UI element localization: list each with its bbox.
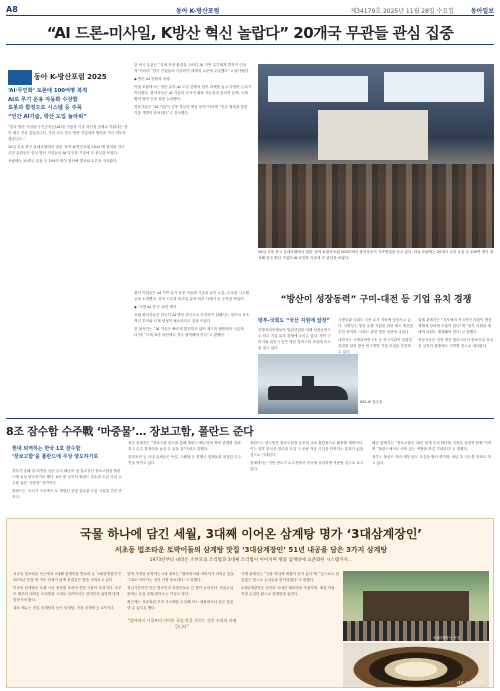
subhead-line: AI로 무기 운용 자동화 수상함 [8, 96, 78, 103]
paragraph: 한 참석자는 “AI 기술은 빠르게 발전하고 있어 제도적 뒷받침이 시급하다”며 “국제 표준 마련에도 적극 참여해야 한다”고 말했다. [134, 327, 244, 337]
screen-left [268, 76, 368, 102]
paragraph: 정부 관계자는 “장보고함 양도를 통해 폴란드 해군과의 협력 관계를 강화하고 수주 경쟁력을 높일 수 있을 것”이라고 말했다. [128, 441, 241, 451]
main-headline: “AI 드론-미사일, K방산 혁신 놀랍다” 20개국 무관들 관심 집중 [46, 24, 454, 42]
paragraph: 대전시는 국방과학연구소 등 연구기관이 밀집한 강점을 살려 방산 연구개발 거점 조성을 추진하고 있다. [338, 338, 412, 354]
paragraph: 3대삼계장인은 신선한 국내산 재료만을 사용하며, 매일 아침 직접 손질한 닭으로 삼계탕을 끓인다. [241, 586, 335, 596]
paragraph: 폴란드는 양도받은 장보고함을 승조원 교육 훈련용으로 활용할 계획이다. 이는 향후 한국산 잠수함 도입 시 운용 적응 기간을 단축하는 효과가 있을 것으로 기대된다. [250, 441, 364, 457]
section-name: 동아 K-방산포럼 [176, 8, 220, 15]
ad-column-2 [127, 571, 237, 616]
paragraph: 한화오션 등 국내 업체들은 독일, 스웨덴 등 경쟁국 업체들과 치열한 수주전을 벌이고 있다. [128, 455, 242, 465]
story1-column-1 [8, 124, 128, 284]
page-header [6, 4, 494, 16]
submarine-hull [268, 386, 348, 400]
story2-column-3 [418, 317, 494, 417]
paragraph: 지방자치단체들이 방위산업을 미래 성장동력으로 삼고 기업 유치 경쟁에 나서고 있다. 경북 구미시와 대전시 등은 방산 클러스터 조성에 속도를 내고 있다. [258, 328, 331, 350]
paragraph: 해군 관계자는 “장보고함은 30년 넘게 우리 바다를 지켜온 상징적 함정”이라며 “폴란드에서도 의미 있는 역할을 하길 기대한다”고 말했다. [372, 441, 492, 451]
headline-rule [6, 44, 494, 45]
paragraph: 폴란드는 ‘오르카 프로젝트’로 명명된 신형 잠수함 도입 사업을 추진 중이다. [12, 489, 122, 499]
story2-subhead: 방부-국회도 “국산 지원에 앞장” [258, 318, 330, 324]
paragraph: 전문가들은 “AI 기술이 국방 혁신의 핵심 동력”이라며 “민군 협력을 통한 기술 개발이 중요하다”고 강조했다. [134, 105, 248, 115]
screen-right [384, 72, 484, 102]
forum-photo [258, 64, 494, 248]
photo-caption: 26일 서울 중구 롯데호텔에서 열린 ‘동아 K-방산포럼 2025’에서 참석자들이 기조연설을 듣고 있다. 이날 포럼에는 20개국 주한 무관 등 100여 명이 참석해 한국 방산 기업의 AI·무인화 기술에 큰 관심을 보였다. [258, 250, 494, 260]
queue [343, 621, 489, 641]
paragraph: 26일 서울 중구 롯데호텔에서 열린 ‘동아 K-방산포럼 2025’에 참석한 각국 주한 무관들은 한국 방산 기업들의 AI·무인화 기술에 큰 관심을 보였다. [8, 145, 125, 155]
paragraph: 정부는 폴란드 측과 세부 양도 조건을 협의 중이며, 내년 초 인도를 목표로 하고 있다. [372, 455, 491, 465]
paragraph: 포럼 참석자들은 한국이 AI 방산 강국으로 도약하기 위해서는 정부의 지속적인 투자와 인재 양성이 필요하다고 입을 모았다. [134, 313, 249, 323]
lede-line: 현대 퇴역하는 한국 1호 잠수함 [12, 446, 81, 452]
story1-column-3 [134, 290, 252, 408]
subhead-line: “인간 AI기술, 방산 도입 놀라워” [8, 113, 87, 120]
paragraph: 대표 메뉴는 전통 삼계탕과 능이 삼계탕, 전복 삼계탕 등 3가지다. [13, 606, 115, 610]
paragraph: 전문가들은 지역 방산 클러스터가 중소기업 육성과 일자리 창출에도 기여할 것으로 내다봤다. [418, 338, 494, 348]
paragraph: 최근에는 표준화된 조리 시스템을 도입해 어느 매장에서나 같은 맛을 낼 수 있도록 했다. [127, 600, 234, 610]
ad-pull-quote: “할아버지 시절부터 이어온 국물 맛을 지키는 것이 우리의 사명입니다” [127, 618, 237, 629]
paragraph-subhead: ◆ ‘국방 AI 강국’ 위한 제언 [134, 305, 177, 309]
issue-info: 제34179호 2025년 11월 28일 수요일 [350, 8, 454, 15]
paragraph: 업계에서는 이번 양도가 수주전에서 한국에 유리하게 작용할 것으로 보고 있다. [250, 461, 364, 471]
subhead-line: ‘AI·무인화’ 토론에 100여명 북적 [8, 88, 88, 94]
ad-subtitle-2: 1973년부터 내려온 조부모의 조리법과 3대째 조리법이 이어지며 명품 삼계탕에 표준화된 시스템까지… [149, 558, 353, 563]
paragraph: 이날 포럼에서는 방산 분야 AI 도입 현황과 향후 과제를 놓고 다양한 논의가 이어졌다. 참석자들은 AI 기술의 군사적 활용 가능성과 윤리적 문제, 국제 협력 방안 등을 집중 논의했다. [134, 85, 252, 101]
submarine-photo [258, 354, 358, 414]
audience [258, 164, 494, 248]
paragraph: 점심시간이면 인근 법조인과 직장인들로 긴 줄이 늘어선다. 단골손님 중에는 수십 년째 찾아오는 이들도 많다. [127, 586, 234, 596]
ad-column-2-lower [127, 633, 237, 685]
story1-subheads [8, 87, 128, 121]
newspaper-name: 동아일보 [470, 8, 494, 15]
paragraph-subhead: ◆ 방산 AI 현황과 과제 [134, 77, 170, 81]
story3-lede [12, 445, 112, 461]
paragraph: 포럼에는 20개국 무관 등 100여 명이 참석해 발표와 토론을 지켜봤다. [8, 159, 118, 163]
ad-subtitle: 서초동 법조타운 토박이들의 삼계탕 맛집 ‘3대삼계장인’ 51년 내공을 담은 3가지 삼계탕 [114, 546, 388, 554]
paragraph: 업계 관계자는 “지자체의 적극적인 지원이 방산 생태계 강화에 도움이 된다”며 “정부 차원의 체계적 지원도 병행돼야 한다”고 말했다. [418, 318, 492, 334]
forum-logo [8, 70, 32, 85]
ad-title: 국물 하나에 담긴 세월, 3대째 이어온 삼계탕 명가 ‘3대삼계장인’ [79, 527, 422, 541]
paragraph: 한 외국 무관은 “실제 전장 환경을 고려한 AI 기반 무기체계 발전이 인상적”이라며 “한국 기업들의 기술력이 세계적 수준에 도달했다”고 평가했다. [134, 63, 250, 73]
story3-headline: 8조 잠수함 수주戰 ‘마중물’… 장보고함, 폴란드 준다 [6, 425, 254, 438]
section-rule [6, 418, 494, 419]
ad-column-1 [13, 571, 123, 685]
paragraph: 현재 가게를 운영하는 3대 대표는 “할아버지와 아버지가 지켜온 맛을 그대로 이어가는 것이 가장 중요하다”고 말했다. [127, 572, 234, 582]
subhead-line: 로봇과 함정으로 시스템 등 주목 [8, 105, 82, 111]
lede-line: ‘장보고함’을 폴란드에 무상 양도하기로 [12, 454, 99, 460]
story2-headline: “방산이 성장동력” 구미-대전 등 기업 유치 경쟁 [280, 295, 472, 305]
paragraph: 이곳의 삼계탕은 오랜 시간 정성껏 우려낸 진한 국물이 특징이다. 조부모 때부터 내려온 조리법을 그대로 지키면서도 현대인의 입맛에 맞게 발전시켜 왔다. [13, 586, 122, 602]
story2-column-1 [258, 327, 334, 353]
forum-name: 동아 K-방산포럼 2025 [34, 73, 107, 81]
story3-column-4 [372, 440, 492, 514]
paragraph: “한국 방산 기업들이 인공지능(AI)을 이용한 기술 혁신을 실제로 이뤄내는 점이 매우 인상 깊었습니다. 우리 군도 한국 방산 기업과의 협력을 적극 검토하겠습니다.” [8, 125, 128, 141]
ad-column-3 [241, 571, 339, 685]
stage [318, 110, 428, 160]
paragraph: 정부가 올해 말 퇴역을 앞둔 우리 해군의 첫 잠수함인 장보고함을 폴란드에 무상 양도하기로 했다. 8조 원 규모의 폴란드 잠수함 도입 사업 수주를 위한 ‘마중물’ 성격이다. [12, 469, 122, 485]
story3-column-2 [128, 440, 244, 514]
advertorial [6, 518, 494, 688]
paragraph: 참석 기업들은 AI 기반 무기 운용 자동화 기술과 무인 로봇, 수상함 시스템 등을 소개했다. 특히 드론과 미사일 분야 혁신 사례가 큰 주목을 받았다. [134, 291, 249, 301]
paragraph: 가게 관계자는 “국물 하나에 세월이 담겨 있다”며 “앞으로도 변함없는 맛으로 손님들을 맞이하겠다”고 밝혔다. [241, 572, 339, 582]
story1-column-2 [134, 62, 252, 284]
restaurant-photo [343, 571, 489, 641]
paragraph: 국방부와 국회도 국산 무기 지원에 앞장서고 있다. 국방부는 방산 수출 지원을 위한 제도 개선을 추진 중이며, 국회는 관련 법안 마련에 나섰다. [338, 318, 414, 334]
submarine-caption: KSS-III 잠수함 [360, 400, 383, 404]
paragraph: 서초동 법조타운 인근에서 3대째 삼계탕을 만들어 온 ‘3대삼계장인’은 1973년 문을 연 이후 반세기 넘게 한결같은 맛을 지켜오고 있다. [13, 572, 122, 582]
story3-column-3 [250, 440, 366, 514]
photo-caption: 대표 메뉴 삼계탕 [457, 681, 483, 685]
photo-caption: 3대삼계장인 전경 [433, 636, 461, 640]
page-number: A8 [6, 5, 18, 14]
story3-column-1 [12, 468, 122, 514]
